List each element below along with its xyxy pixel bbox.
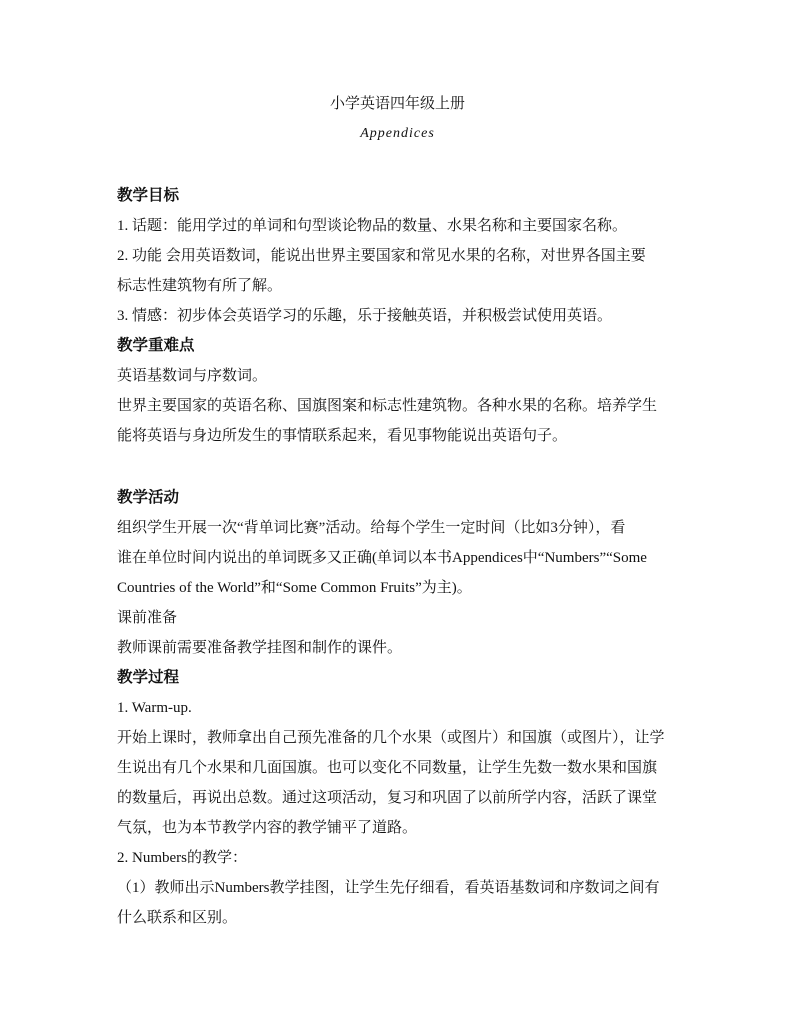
paragraph-line: 英语基数词与序数词。 <box>117 368 268 384</box>
section-activities <box>117 483 678 603</box>
section-heading-key-points: 教学重难点 <box>117 337 195 354</box>
paragraph-line: 教师课前需要准备教学挂图和制作的课件。 <box>117 640 403 656</box>
section-key-points <box>117 331 678 451</box>
paragraph-line: （1）教师出示Numbers教学挂图，让学生先仔细看，看英语基数词和序数词之间有 <box>117 880 660 896</box>
paragraph-line: 谁在单位时间内说出的单词既多又正确(单词以本书Appendices中“Numbers”“Some <box>117 550 647 566</box>
paragraph-line: 开始上课时，教师拿出自己预先准备的几个水果（或图片）和国旗（或图片），让学 <box>117 730 665 746</box>
document-title: 小学英语四年级上册 <box>329 96 465 112</box>
paragraph-line: 的数量后，再说出总数。通过这项活动，复习和巩固了以前所学内容，活跃了课堂 <box>117 790 658 806</box>
objective-item: 3. 情感：初步体会英语学习的乐趣，乐于接触英语，并积极尝试使用英语。 <box>117 308 613 324</box>
objective-item-continued: 标志性建筑物有所了解。 <box>117 278 283 294</box>
section-objectives <box>117 181 678 331</box>
document-subtitle: Appendices <box>360 126 435 141</box>
paragraph-line: 组织学生开展一次“背单词比赛”活动。给每个学生一定时间（比如3分钟），看 <box>117 520 626 536</box>
paragraph-line: 气氛，也为本节教学内容的教学铺平了道路。 <box>117 820 418 836</box>
paragraph-line: 生说出有几个水果和几面国旗。也可以变化不同数量，让学生先数一数水果和国旗 <box>117 760 658 776</box>
step-heading: 2. Numbers的教学： <box>117 850 247 866</box>
document-header <box>117 89 678 149</box>
paragraph-line: 世界主要国家的英语名称、国旗图案和标志性建筑物。各种水果的名称。培养学生 <box>117 398 658 414</box>
paragraph-line: Countries of the World”和“Some Common Fruits”为主)。 <box>117 580 472 596</box>
objective-item: 1. 话题：能用学过的单词和句型谈论物品的数量、水果名称和主要国家名称。 <box>117 218 628 234</box>
section-heading-process: 教学过程 <box>117 669 180 686</box>
section-process <box>117 663 678 933</box>
objective-item: 2. 功能 会用英语数词，能说出世界主要国家和常见水果的名称，对世界各国主要 <box>117 248 646 264</box>
section-heading-preparation: 课前准备 <box>117 610 178 626</box>
section-heading-objectives: 教学目标 <box>117 187 180 204</box>
step-heading: 1. Warm-up. <box>117 700 192 716</box>
section-preparation <box>117 603 678 663</box>
paragraph-line: 能将英语与身边所发生的事情联系起来，看见事物能说出英语句子。 <box>117 428 568 444</box>
blank-line <box>117 451 678 483</box>
section-heading-activities: 教学活动 <box>117 489 180 506</box>
paragraph-line: 什么联系和区别。 <box>117 910 238 926</box>
